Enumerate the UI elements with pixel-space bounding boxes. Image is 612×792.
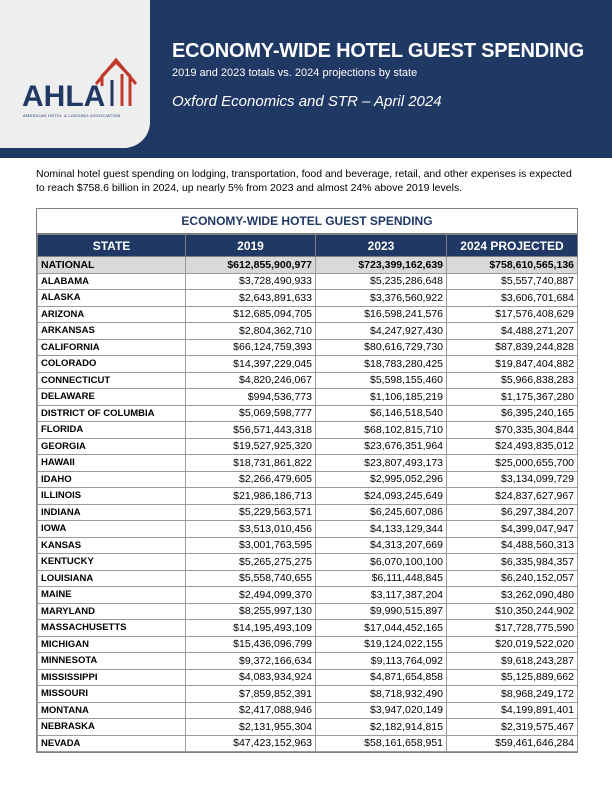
table-row (38, 290, 578, 307)
value-2024-cell: $9,618,243,287 (447, 653, 578, 670)
state-cell: DISTRICT OF COLUMBIA (38, 405, 186, 422)
table-row (38, 356, 578, 373)
table-row (38, 636, 578, 653)
value-2023-cell: $3,117,387,204 (316, 587, 447, 604)
state-cell: ALABAMA (38, 273, 186, 290)
state-cell: MISSOURI (38, 686, 186, 703)
value-2023-cell: $24,093,245,649 (316, 488, 447, 505)
value-2019-cell: $7,859,852,391 (186, 686, 316, 703)
table-row (38, 504, 578, 521)
value-2019-cell: $5,558,740,655 (186, 570, 316, 587)
value-2024-cell: $3,134,099,729 (447, 471, 578, 488)
table-row (38, 438, 578, 455)
value-2019-cell: $56,571,443,318 (186, 422, 316, 439)
state-cell: NEBRASKA (38, 719, 186, 736)
value-2024-cell: $6,395,240,165 (447, 405, 578, 422)
value-2023-cell: $18,783,280,425 (316, 356, 447, 373)
value-2019-cell: $8,255,997,130 (186, 603, 316, 620)
table-row (38, 405, 578, 422)
table-row (38, 422, 578, 439)
value-2019-cell: $19,527,925,320 (186, 438, 316, 455)
value-2023-cell: $4,871,654,858 (316, 669, 447, 686)
state-cell: NEVADA (38, 735, 186, 752)
value-2024-cell: $758,610,565,136 (447, 257, 578, 274)
value-2024-cell: $5,125,889,662 (447, 669, 578, 686)
value-2024-cell: $3,262,090,480 (447, 587, 578, 604)
table-header-row (38, 235, 578, 257)
value-2023-cell: $6,070,100,100 (316, 554, 447, 571)
spending-table-container (36, 208, 578, 753)
value-2023-cell: $3,376,560,922 (316, 290, 447, 307)
state-cell: COLORADO (38, 356, 186, 373)
value-2023-cell: $6,146,518,540 (316, 405, 447, 422)
value-2024-cell: $3,606,701,684 (447, 290, 578, 307)
value-2024-cell: $4,199,891,401 (447, 702, 578, 719)
value-2019-cell: $2,804,362,710 (186, 323, 316, 340)
value-2024-cell: $70,335,304,844 (447, 422, 578, 439)
value-2023-cell: $19,124,022,155 (316, 636, 447, 653)
state-cell: CONNECTICUT (38, 372, 186, 389)
value-2019-cell: $5,229,563,571 (186, 504, 316, 521)
logo-panel (0, 0, 150, 148)
table-row (38, 455, 578, 472)
value-2019-cell: $14,397,229,045 (186, 356, 316, 373)
table-title: ECONOMY-WIDE HOTEL GUEST SPENDING (37, 209, 577, 234)
state-cell: IOWA (38, 521, 186, 538)
value-2023-cell: $58,161,658,951 (316, 735, 447, 752)
value-2019-cell: $994,536,773 (186, 389, 316, 406)
table-row (38, 669, 578, 686)
state-cell: ARKANSAS (38, 323, 186, 340)
state-cell: INDIANA (38, 504, 186, 521)
value-2019-cell: $66,124,759,393 (186, 339, 316, 356)
state-cell: MONTANA (38, 702, 186, 719)
value-2023-cell: $3,947,020,149 (316, 702, 447, 719)
value-2024-cell: $24,837,627,967 (447, 488, 578, 505)
value-2023-cell: $23,807,493,173 (316, 455, 447, 472)
value-2024-cell: $24,493,835,012 (447, 438, 578, 455)
state-cell: LOUISIANA (38, 570, 186, 587)
value-2019-cell: $12,685,094,705 (186, 306, 316, 323)
table-row (38, 306, 578, 323)
table-row (38, 488, 578, 505)
value-2024-cell: $6,335,984,357 (447, 554, 578, 571)
value-2023-cell: $4,313,207,669 (316, 537, 447, 554)
value-2024-cell: $5,557,740,887 (447, 273, 578, 290)
state-cell: MASSACHUSETTS (38, 620, 186, 637)
value-2019-cell: $2,131,955,304 (186, 719, 316, 736)
value-2019-cell: $2,643,891,633 (186, 290, 316, 307)
header-2019: 2019 (186, 235, 316, 257)
state-cell: FLORIDA (38, 422, 186, 439)
state-cell: KENTUCKY (38, 554, 186, 571)
value-2024-cell: $19,847,404,882 (447, 356, 578, 373)
table-row (38, 587, 578, 604)
value-2023-cell: $4,247,927,430 (316, 323, 447, 340)
header-state: STATE (38, 235, 186, 257)
value-2019-cell: $3,728,490,933 (186, 273, 316, 290)
logo-wordmark: AHLA (22, 80, 106, 113)
state-cell: NATIONAL (38, 257, 186, 274)
value-2024-cell: $25,000,655,700 (447, 455, 578, 472)
table-row (38, 653, 578, 670)
state-cell: MAINE (38, 587, 186, 604)
table-row (38, 521, 578, 538)
value-2023-cell: $2,182,914,815 (316, 719, 447, 736)
value-2023-cell: $5,598,155,460 (316, 372, 447, 389)
state-cell: GEORGIA (38, 438, 186, 455)
value-2024-cell: $1,175,367,280 (447, 389, 578, 406)
value-2019-cell: $14,195,493,109 (186, 620, 316, 637)
value-2023-cell: $1,106,185,219 (316, 389, 447, 406)
value-2023-cell: $5,235,286,648 (316, 273, 447, 290)
value-2019-cell: $4,083,934,924 (186, 669, 316, 686)
header-2024-projected: 2024 PROJECTED (447, 235, 578, 257)
value-2023-cell: $17,044,452,165 (316, 620, 447, 637)
state-cell: MINNESOTA (38, 653, 186, 670)
value-2023-cell: $6,245,607,086 (316, 504, 447, 521)
state-cell: MISSISSIPPI (38, 669, 186, 686)
value-2024-cell: $8,968,249,172 (447, 686, 578, 703)
table-row (38, 537, 578, 554)
value-2024-cell: $6,240,152,057 (447, 570, 578, 587)
state-cell: KANSAS (38, 537, 186, 554)
state-cell: DELAWARE (38, 389, 186, 406)
state-cell: MICHIGAN (38, 636, 186, 653)
value-2023-cell: $68,102,815,710 (316, 422, 447, 439)
value-2023-cell: $4,133,129,344 (316, 521, 447, 538)
value-2019-cell: $2,417,088,946 (186, 702, 316, 719)
value-2024-cell: $4,488,271,207 (447, 323, 578, 340)
value-2024-cell: $4,399,047,947 (447, 521, 578, 538)
value-2019-cell: $9,372,166,634 (186, 653, 316, 670)
state-cell: ALASKA (38, 290, 186, 307)
source-line: Oxford Economics and STR – April 2024 (172, 93, 442, 110)
value-2019-cell: $2,494,099,370 (186, 587, 316, 604)
value-2019-cell: $2,266,479,605 (186, 471, 316, 488)
page-title: ECONOMY-WIDE HOTEL GUEST SPENDING (172, 40, 584, 62)
value-2019-cell: $5,265,275,275 (186, 554, 316, 571)
table-row (38, 719, 578, 736)
value-2019-cell: $3,513,010,456 (186, 521, 316, 538)
value-2019-cell: $612,855,900,977 (186, 257, 316, 274)
value-2019-cell: $4,820,246,067 (186, 372, 316, 389)
value-2024-cell: $20,019,522,020 (447, 636, 578, 653)
value-2023-cell: $6,111,448,845 (316, 570, 447, 587)
value-2023-cell: $723,399,162,639 (316, 257, 447, 274)
value-2024-cell: $59,461,646,284 (447, 735, 578, 752)
intro-paragraph: Nominal hotel guest spending on lodging, transportation, food and beverage, retail, and other expenses is expected to reach $758.6 billion in 2024, up nearly 5% from 2023 and almost 24% above 2019 levels. (36, 168, 572, 194)
state-cell: IDAHO (38, 471, 186, 488)
table-row (38, 471, 578, 488)
table-row (38, 273, 578, 290)
value-2023-cell: $16,598,241,576 (316, 306, 447, 323)
logo-tagline: AMERICAN HOTEL & LODGING ASSOCIATION (23, 113, 121, 118)
table-row (38, 686, 578, 703)
value-2019-cell: $3,001,763,595 (186, 537, 316, 554)
value-2024-cell: $2,319,575,467 (447, 719, 578, 736)
spending-table (37, 234, 578, 752)
value-2019-cell: $15,436,096,799 (186, 636, 316, 653)
header-2023: 2023 (316, 235, 447, 257)
table-row (38, 570, 578, 587)
value-2019-cell: $5,069,598,777 (186, 405, 316, 422)
table-row (38, 603, 578, 620)
value-2024-cell: $6,297,384,207 (447, 504, 578, 521)
value-2019-cell: $47,423,152,963 (186, 735, 316, 752)
value-2023-cell: $23,676,351,964 (316, 438, 447, 455)
value-2024-cell: $87,839,244,828 (447, 339, 578, 356)
table-row (38, 554, 578, 571)
table-row (38, 339, 578, 356)
value-2023-cell: $2,995,052,296 (316, 471, 447, 488)
table-row (38, 702, 578, 719)
state-cell: ARIZONA (38, 306, 186, 323)
table-row (38, 372, 578, 389)
value-2023-cell: $8,718,932,490 (316, 686, 447, 703)
state-cell: CALIFORNIA (38, 339, 186, 356)
value-2023-cell: $9,990,515,897 (316, 603, 447, 620)
value-2024-cell: $4,488,560,313 (447, 537, 578, 554)
value-2023-cell: $9,113,764,092 (316, 653, 447, 670)
table-row (38, 323, 578, 340)
state-cell: ILLINOIS (38, 488, 186, 505)
value-2019-cell: $18,731,861,822 (186, 455, 316, 472)
state-cell: MARYLAND (38, 603, 186, 620)
value-2024-cell: $17,576,408,629 (447, 306, 578, 323)
value-2023-cell: $80,616,729,730 (316, 339, 447, 356)
page-subtitle: 2019 and 2023 totals vs. 2024 projections by state (172, 67, 418, 79)
value-2024-cell: $17,728,775,590 (447, 620, 578, 637)
value-2024-cell: $10,350,244,902 (447, 603, 578, 620)
table-row (38, 389, 578, 406)
state-cell: HAWAII (38, 455, 186, 472)
table-row (38, 735, 578, 752)
value-2019-cell: $21,986,186,713 (186, 488, 316, 505)
table-row (38, 620, 578, 637)
value-2024-cell: $5,966,838,283 (447, 372, 578, 389)
national-row (38, 257, 578, 274)
